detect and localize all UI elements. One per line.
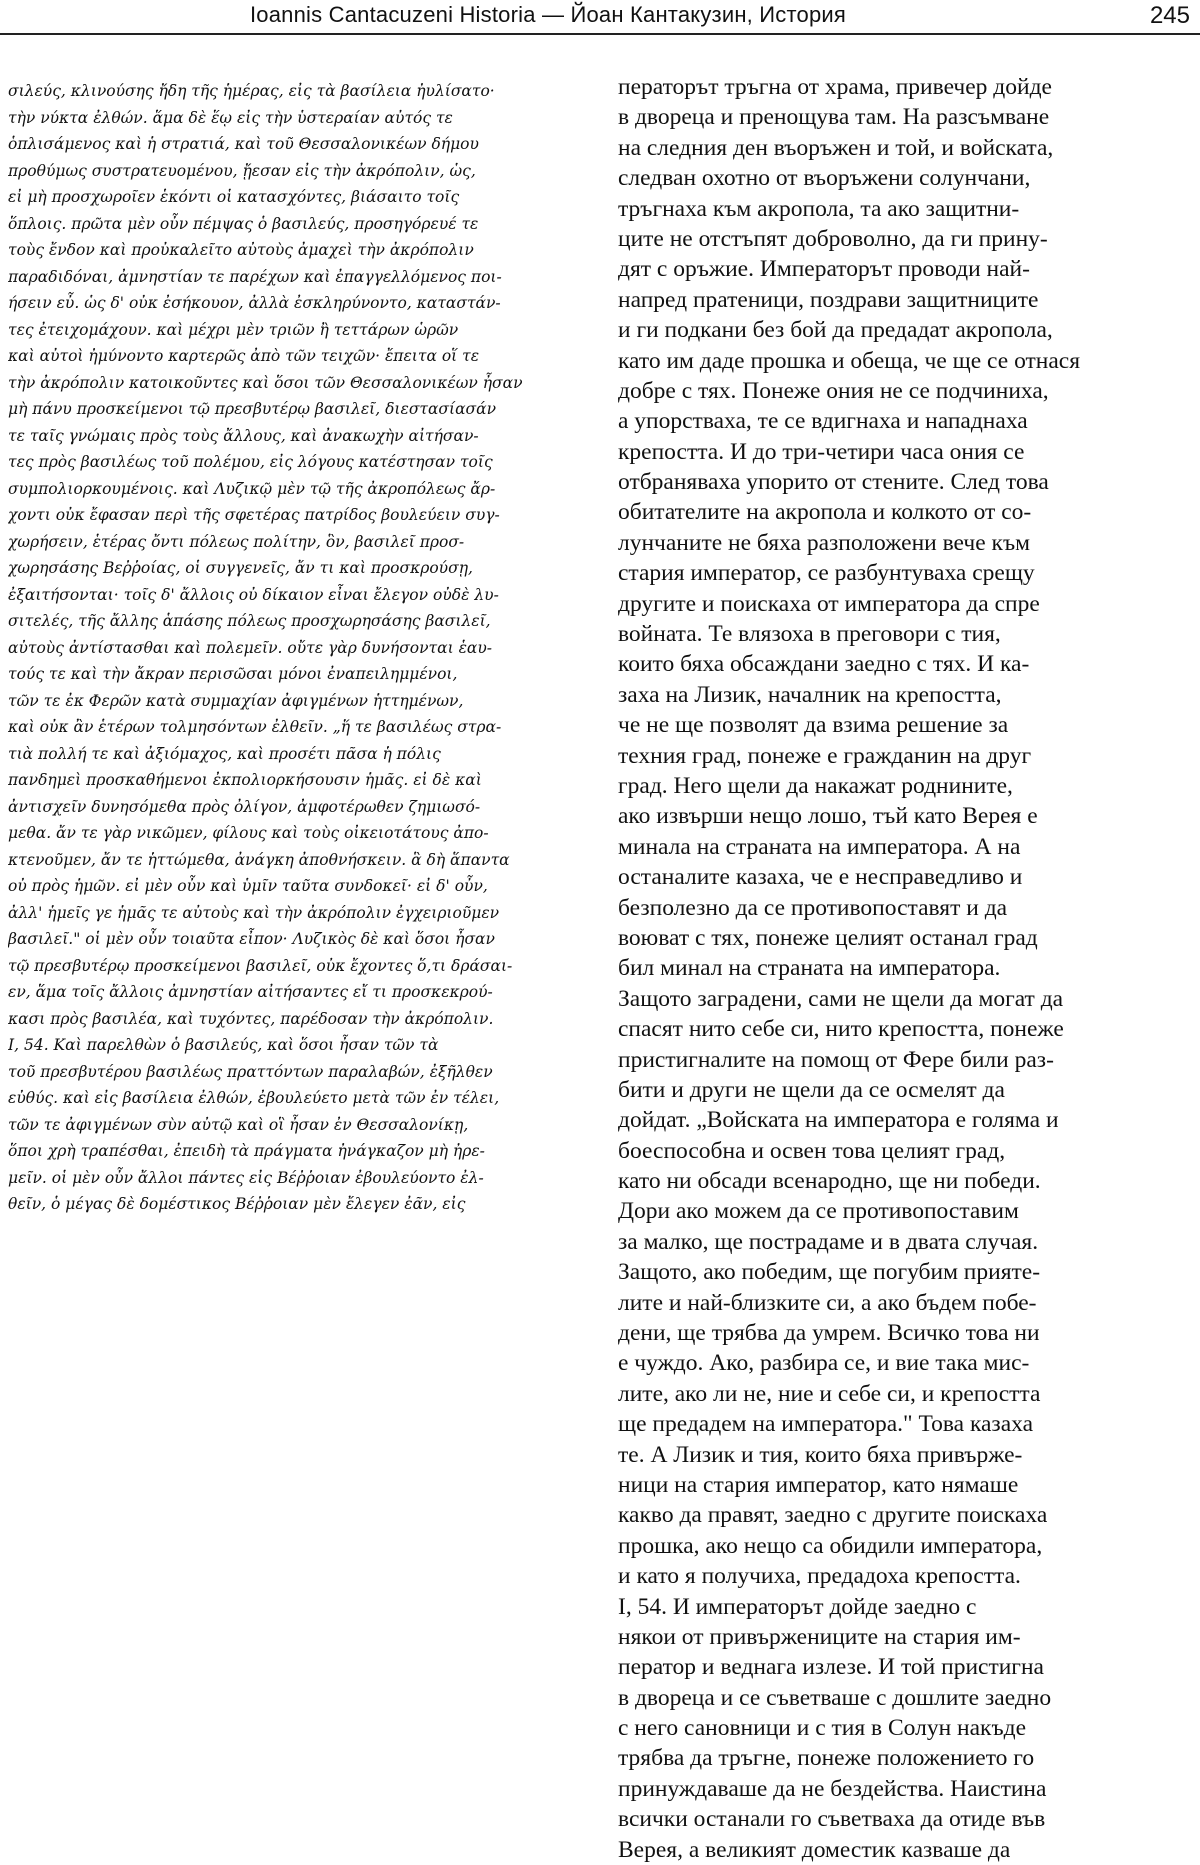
translation-text-line: дени, ще трябва да умрем. Всичко това ни: [618, 1320, 1040, 1347]
translation-text-line: някои от привържениците на стария им-: [618, 1623, 1021, 1650]
greek-text-line: θεῖν, ὁ μέγας δὲ δομέστικος Βέῤῥοιαν μὲν ἔλεγεν ἐᾶν, εἰς: [8, 1195, 466, 1213]
translation-text-line: отбраняваха упорито от стените. След това: [618, 469, 1049, 496]
translation-text-line: боеспособна и освен това целият град,: [618, 1137, 1006, 1164]
translation-text-line: и като я получиха, предадоха крепостта.: [618, 1563, 1021, 1590]
translation-text-line: трябва да тръгне, понеже положението го: [618, 1745, 1035, 1772]
translation-text-line: за малко, ще пострадаме и в двата случая.: [618, 1228, 1039, 1255]
translation-text-line: другите и поискаха от императора да спре: [618, 590, 1040, 617]
translation-text-line: Дори ако можем да се противопоставим: [618, 1198, 1019, 1225]
running-title: Ioannis Cantacuzeni Historia — Йоан Кантакузин, История: [250, 2, 847, 27]
translation-text-line: те. А Лизик и тия, които бяха привърже-: [618, 1441, 1023, 1468]
translation-text-line: бил минал на страната на императора.: [618, 955, 1001, 982]
translation-text-line: принуждаваше да не бездейства. Наистина: [618, 1775, 1047, 1802]
translation-text-line: крепостта. И до три-четири часа ония се: [618, 438, 1025, 465]
greek-text-line: τες ἐτειχομάχουν. καὶ μέχρι μὲν τριῶν ἢ τεττάρων ὡρῶν: [8, 320, 459, 339]
greek-text-line: χωρήσειν, ἑτέρας ὄντι πόλεως πολίτην, ὃν, βασιλεῖ προσ-: [8, 532, 465, 551]
translation-text-line: техния град, понеже е гражданин на друг: [618, 742, 1032, 769]
greek-text-line: σιλεύς, κλινούσης ἤδη τῆς ἡμέρας, εἰς τὰ βασίλεια ἠυλίσατο·: [8, 82, 495, 100]
greek-text-line: τε ταῖς γνώμαις πρὸς τοὺς ἄλλους, καὶ ἀνακωχὴν αἰτήσαν-: [8, 426, 479, 445]
greek-text-column: [8, 78, 602, 1218]
translation-text-line: които бяха обсаждани заедно с тях. И ка-: [618, 651, 1030, 678]
translation-text-line: воюват с тях, понеже целият останал град: [618, 924, 1038, 951]
greek-text-line: τιὰ πολλή τε καὶ ἀξιόμαχος, καὶ προσέτι πᾶσα ἡ πόλις: [8, 744, 441, 763]
greek-text-line: αὐτοὺς ἀντίστασθαι καὶ πολεμεῖν. οὔτε γὰρ δυνήσονται ἑαυ-: [8, 638, 493, 657]
greek-text-line: μεῖν. οἱ μὲν οὖν ἄλλοι πάντες εἰς Βέῤῥοιαν ἐβουλεύοντο ἐλ-: [8, 1168, 484, 1187]
translation-text-line: дят с оръжие. Императорът проводи най-: [618, 256, 1030, 283]
greek-text-line: παραδιδόναι, ἀμνηστίαν τε παρέχων καὶ ἐπαγγελλόμενος ποι-: [8, 267, 502, 286]
greek-text-line: τῶν τε ἀφιγμένων σὺν αὐτῷ καὶ οἳ ἦσαν ἐν Θεσσαλονίκῃ,: [8, 1115, 469, 1134]
translation-text-line: пристигналите на помощ от Фере били раз-: [618, 1046, 1054, 1073]
greek-text-line: οὐ πρὸς ἡμῶν. εἰ μὲν οὖν καὶ ὑμῖν ταῦτα συνδοκεῖ· εἰ δ' οὖν,: [8, 877, 488, 895]
translation-text-line: лунчаните не бяха разположени вече към: [618, 529, 1030, 556]
translation-text-line: Защото, ако победим, ще погубим прияте-: [618, 1259, 1041, 1286]
greek-text-line: τῶν τε ἐκ Φερῶν κατὰ συμμαχίαν ἀφιγμένων ἡττημένων,: [8, 691, 464, 710]
translation-text-line: ници на стария император, като нямаше: [618, 1471, 1019, 1498]
translation-text-line: ците не отстъпят доброволно, да ги прину-: [618, 225, 1048, 252]
translation-text-line: в двореца и се съветваше с дошлите заедно: [618, 1684, 1052, 1711]
translation-text-line: дойдат. „Войската на императора е голяма и: [618, 1107, 1059, 1134]
greek-text-line: ἐξαιτήσονται· τοῖς δ' ἄλλοις οὐ δίκαιον εἶναι ἔλεγον οὐδὲ λυ-: [8, 585, 499, 604]
greek-text-line: ἀντισχεῖν δυνησόμεθα πρὸς ὀλίγον, ἀμφοτέρωθεν ζημιωσό-: [8, 797, 481, 816]
greek-text-line: τῷ πρεσβυτέρῳ προσκείμενοι βασιλεῖ, οὐκ ἔχοντες ὅ,τι δράσαι-: [8, 956, 513, 975]
translation-text-line: ператорът тръгна от храма, привечер дойде: [618, 74, 1052, 100]
greek-text-line: συμπολιορκουμένοις. καὶ Λυζικῷ μὲν τῷ τῆς ἀκροπόλεως ἄρ-: [8, 479, 496, 498]
translation-text-line: I, 54. И императорът дойде заедно с: [618, 1593, 977, 1620]
bulgarian-translation-column: [618, 72, 1194, 1865]
greek-text-line: σιτελές, τῆς ἄλλης ἁπάσης πόλεως προσχωρησάσης βασιλεῖ,: [8, 612, 491, 630]
greek-text-line: χωρησάσης Βεῤῥοίας, οἱ συγγενεῖς, ἄν τι καὶ προσκρούσῃ,: [8, 559, 473, 577]
translation-text-line: че не ще позволят да взима решение за: [618, 712, 1009, 739]
translation-text-line: следван охотно от въоръжени солунчани,: [618, 165, 1031, 192]
translation-text-line: какво да правят, заедно с другите поискаха: [618, 1502, 1048, 1529]
greek-text-line: πανδημεὶ προσκαθήμενοι ἐκπολιορκήσουσιν ἡμᾶς. εἰ δὲ καὶ: [8, 771, 482, 789]
greek-text-line: κασι πρὸς βασιλέα, καὶ τυχόντες, παρέδοσαν τὴν ἀκρόπολιν.: [8, 1009, 494, 1028]
translation-text-line: лите и най-близките си, а ако бъдем побе-: [618, 1289, 1037, 1316]
translation-text-line: бити и други не щели да се осмелят да: [618, 1076, 1005, 1103]
greek-text-line: τὴν νύκτα ἐλθών. ἅμα δὲ ἕῳ εἰς τὴν ὑστεραίαν αὐτός τε: [8, 108, 453, 127]
translation-text-line: стария император, се разбунтуваха срещу: [618, 560, 1035, 587]
translation-text-line: безполезно да се противопоставят и да: [618, 894, 1008, 921]
translation-text-line: прошка, ако нещо са обидили императора,: [618, 1532, 1043, 1559]
translation-text-line: а упорстваха, те се вдигнаха и нападнаха: [618, 408, 1028, 435]
translation-text-line: като ни обсади всенародно, ще ни победи.: [618, 1168, 1041, 1195]
greek-text-line: ἀλλ' ἡμεῖς γε ἡμᾶς τε αὐτοὺς καὶ τὴν ἀκρόπολιν ἐγχειριοῦμεν: [8, 903, 500, 922]
greek-text-line: βασιλεῖ." οἱ μὲν οὖν τοιαῦτα εἶπον· Λυζικὸς δὲ καὶ ὅσοι ἦσαν: [8, 930, 495, 948]
translation-text-line: е чуждо. Ако, разбира се, и вие така мис-: [618, 1350, 1030, 1377]
greek-text-line: τούς τε καὶ τὴν ἄκραν περισῶσαι μόνοι ἐναπειλημμένοι,: [8, 665, 458, 683]
greek-text-line: καὶ οὐκ ἂν ἑτέρων τολμησόντων ἐλθεῖν. „ἥ τε βασιλέως στρα-: [8, 718, 502, 736]
greek-text-line: τὴν ἀκρόπολιν κατοικοῦντες καὶ ὅσοι τῶν Θεσσαλονικέων ἦσαν: [8, 373, 523, 392]
translation-text-line: ператор и веднага излезе. И той пристигна: [618, 1654, 1044, 1681]
greek-text-line: I, 54. Καὶ παρελθὼν ὁ βασιλεύς, καὶ ὅσοι ἦσαν τῶν τὰ: [8, 1036, 439, 1054]
translation-text-line: ако извърши нещо лошо, тъй като Верея е: [618, 803, 1038, 830]
greek-text-line: ὁπλισάμενος καὶ ἡ στρατιά, καὶ τοῦ Θεσσαλονικέων δήμου: [8, 135, 479, 153]
translation-text-line: в двореца и пренощува там. На разсъмване: [618, 104, 1050, 131]
greek-text-line: εἰ μὴ προσχωροῖεν ἑκόντι οἱ κατασχόντες, βιάσαιτο τοῖς: [8, 188, 460, 206]
greek-text-line: εν, ἅμα τοῖς ἄλλοις ἀμνηστίαν αἰτήσαντες εἴ τι προσκεκρού-: [8, 983, 493, 1001]
greek-text-line: ὅποι χρὴ τραπέσθαι, ἐπειδὴ τὰ πράγματα ἠνάγκαζον μὴ ἠρε-: [8, 1142, 485, 1160]
translation-text-line: с него сановници и с тия в Солун накъде: [618, 1715, 1027, 1742]
greek-text-line: ὅπλοις. πρῶτα μὲν οὖν πέμψας ὁ βασιλεύς, προσηγόρευέ τε: [8, 214, 479, 233]
translation-text-line: обитателите на акропола и колкото от со-: [618, 499, 1032, 526]
greek-text-line: μεθα. ἄν τε γὰρ νικῶμεν, φίλους καὶ τοὺς οἰκειοτάτους ἀπο-: [8, 824, 489, 842]
greek-text-line: εὐθύς. καὶ εἰς βασίλεια ἐλθών, ἐβουλεύετο μετὰ τῶν ἐν τέλει,: [8, 1089, 500, 1107]
translation-text-line: останалите казаха, че е несправедливо и: [618, 864, 1023, 891]
translation-text-line: тръгнаха към акропола, та ако защитни-: [618, 195, 1020, 222]
page-header: [0, 0, 1200, 38]
greek-text-line: τοῦ πρεσβυτέρου βασιλέως πραττόντων παραλαβών, ἐξῆλθεν: [8, 1062, 493, 1081]
translation-text-line: на следния ден въоръжен и той, и войската,: [618, 134, 1054, 161]
page-number: 245: [1149, 2, 1190, 29]
translation-text-line: спасят нито себе си, нито крепостта, понеже: [618, 1016, 1064, 1043]
translation-text-line: минала на страната на императора. А на: [618, 833, 1021, 860]
translation-text-line: като им даде прошка и обеща, че ще се отнася: [618, 347, 1081, 374]
greek-text-line: τες πρὸς βασιλέως τοῦ πολέμου, εἰς λόγους κατέστησαν τοῖς: [8, 453, 493, 471]
greek-text-line: καὶ αὐτοὶ ἠμύνοντο καρτερῶς ἀπὸ τῶν τειχῶν· ἔπειτα οἵ τε: [8, 347, 480, 365]
greek-text-line: χοντι οὐκ ἔφασαν περὶ τῆς σφετέρας πατρίδος βουλεύειν συγ-: [8, 506, 500, 524]
greek-text-line: κτενοῦμεν, ἄν τε ἡττώμεθα, ἀνάγκη ἀποθνήσκειν. ἃ δὴ ἅπαντα: [8, 850, 510, 869]
translation-text-line: всички останали го съветваха да отиде във: [618, 1806, 1046, 1833]
translation-text-line: ще предадем на императора." Това казаха: [618, 1411, 1034, 1438]
greek-text-line: τοὺς ἔνδον καὶ προὐκαλεῖτο αὐτοὺς ἀμαχεὶ τὴν ἀκρόπολιν: [8, 241, 474, 259]
header-rule: [0, 33, 1200, 35]
greek-text-line: ήσειν εὖ. ὡς δ' οὐκ ἐσήκουον, ἀλλὰ ἐσκληρύνοντο, καταστάν-: [8, 294, 501, 312]
translation-text-line: заха на Лизик, началник на крепостта,: [618, 681, 1002, 708]
translation-text-line: и ги подкани без бой да предадат акропола,: [618, 317, 1053, 344]
translation-text-line: напред пратеници, поздрави защитниците: [618, 286, 1039, 313]
translation-text-line: Верея, а великият доместик казваше да: [618, 1836, 1011, 1863]
translation-text-line: град. Него щели да накажат роднините,: [618, 772, 1013, 799]
translation-text-line: лите, ако ли не, ние и себе си, и крепостта: [618, 1380, 1041, 1407]
translation-text-line: Защото заградени, сами не щели да могат да: [618, 985, 1064, 1012]
greek-text-line: προθύμως συστρατευομένου, ᾔεσαν εἰς τὴν ἀκρόπολιν, ὡς,: [8, 161, 476, 180]
greek-text-line: μὴ πάνυ προσκείμενοι τῷ πρεσβυτέρῳ βασιλεῖ, διεστασίασάν: [8, 400, 497, 418]
translation-text-line: добре с тях. Понеже ония не се подчиниха,: [618, 377, 1049, 404]
translation-text-line: войната. Те влязоха в преговори с тия,: [618, 621, 1001, 648]
